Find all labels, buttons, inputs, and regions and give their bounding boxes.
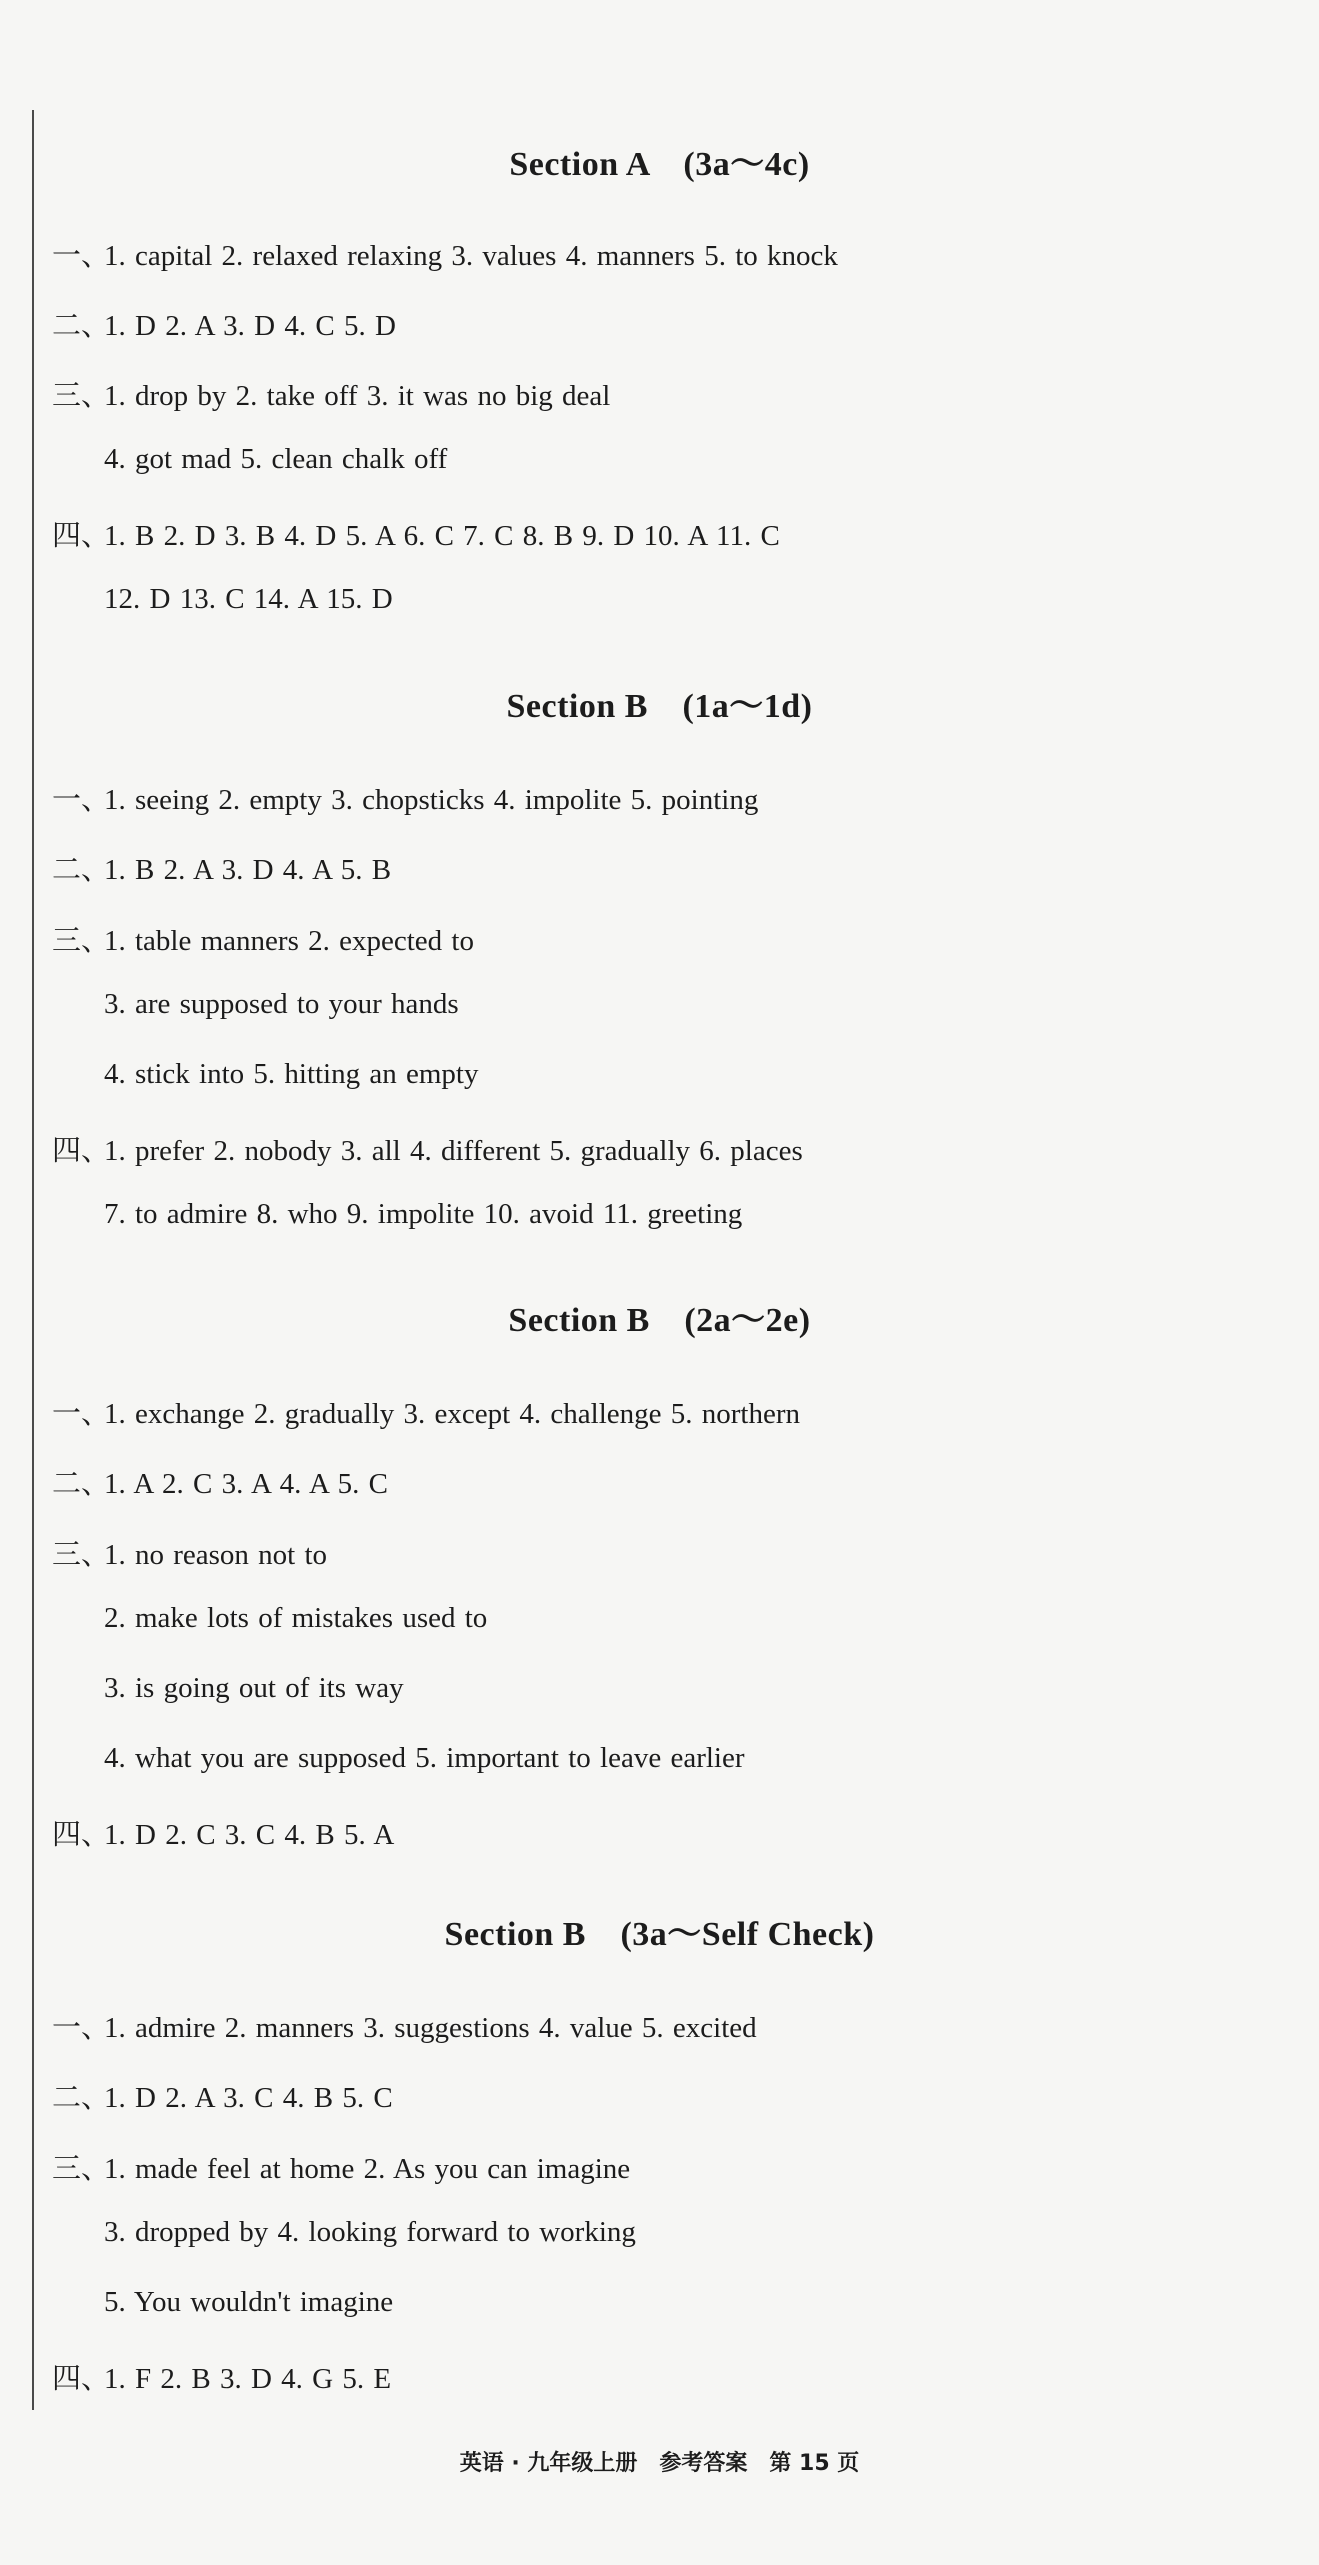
row-label: 四、 [52,2361,111,2395]
row-label: 一、 [52,238,111,272]
row-text: 3. are supposed to your hands [104,988,459,1020]
answer-row [104,443,447,476]
answer-row [52,303,396,344]
row-text: 1. B 2. A 3. D 4. A 5. B [104,854,392,886]
row-text: 5. You wouldn't imagine [104,2286,394,2318]
row-text: 1. made feel at home 2. As you can imagine [104,2153,631,2185]
answer-row [52,2075,393,2116]
answer-row [104,1672,404,1705]
answer-row [52,1461,388,1502]
section-title: Section B (3a～Self Check) [444,1916,875,1953]
section-title: Section B (1a～1d) [506,688,813,725]
answer-row [52,1812,394,1853]
answer-row [52,777,758,818]
row-label: 二、 [52,1466,111,1500]
answer-row [52,2005,757,2046]
row-text: 2. make lots of mistakes used to [104,1602,488,1634]
row-label: 三、 [52,923,111,957]
answer-row [52,918,474,959]
row-text: 4. got mad 5. clean chalk off [104,443,448,475]
answer-row [52,1391,800,1432]
answer-row [104,988,459,1021]
answer-row [52,1532,327,1573]
row-label: 三、 [52,2151,111,2185]
section-title: Section B (2a～2e) [508,1302,811,1339]
row-text: 1. table manners 2. expected to [104,925,474,957]
answer-row [104,1058,478,1091]
row-text: 4. stick into 5. hitting an empty [104,1058,479,1090]
row-label: 二、 [52,852,111,886]
row-label: 二、 [52,2080,111,2114]
row-text: 1. no reason not to [104,1539,328,1571]
row-text: 1. admire 2. manners 3. suggestions 4. value 5. excited [104,2012,757,2044]
row-label: 一、 [52,2010,111,2044]
answer-row [52,233,838,274]
row-label: 三、 [52,1537,111,1571]
row-label: 三、 [52,378,111,412]
answer-row [104,1198,742,1231]
row-text: 3. dropped by 4. looking forward to working [104,2216,636,2248]
answer-row [52,2356,391,2397]
row-text: 1. prefer 2. nobody 3. all 4. different 5. gradually 6. places [104,1135,803,1167]
row-label: 四、 [52,1133,111,1167]
row-text: 1. capital 2. relaxed relaxing 3. values 4. manners 5. to knock [104,240,838,272]
row-text: 1. D 2. A 3. C 4. B 5. C [104,2082,393,2114]
answer-row [104,2286,393,2319]
row-label: 二、 [52,308,111,342]
answer-row [52,847,391,888]
row-text: 1. A 2. C 3. A 4. A 5. C [104,1468,388,1500]
row-label: 一、 [52,782,111,816]
row-text: 1. D 2. C 3. C 4. B 5. A [104,1819,395,1851]
row-label: 四、 [52,518,111,552]
section-title: Section A (3a～4c) [509,146,810,183]
row-text: 4. what you are supposed 5. important to leave earlier [104,1742,745,1774]
answer-row [52,2146,630,2187]
answer-row [104,2216,636,2249]
row-label: 一、 [52,1396,111,1430]
answer-row [52,373,610,414]
row-text: 1. exchange 2. gradually 3. except 4. challenge 5. northern [104,1398,801,1430]
answer-row [52,513,780,554]
answer-row [52,1128,803,1169]
row-text: 1. D 2. A 3. D 4. C 5. D [104,310,396,342]
answer-row [104,1602,487,1635]
row-text: 12. D 13. C 14. A 15. D [104,583,393,615]
answer-row [104,583,393,616]
row-text: 7. to admire 8. who 9. impolite 10. avoid 11. greeting [104,1198,743,1230]
row-text: 1. drop by 2. take off 3. it was no big deal [104,380,611,412]
answer-row [104,1742,745,1775]
row-text: 3. is going out of its way [104,1672,404,1704]
page-footer: 英语 · 九年级上册 参考答案 第 15 页 [459,2451,860,2476]
row-text: 1. seeing 2. empty 3. chopsticks 4. impolite 5. pointing [104,784,759,816]
row-text: 1. B 2. D 3. B 4. D 5. A 6. C 7. C 8. B 9. D 10. A 11. C [104,520,780,552]
row-text: 1. F 2. B 3. D 4. G 5. E [104,2363,392,2395]
row-label: 四、 [52,1817,111,1851]
